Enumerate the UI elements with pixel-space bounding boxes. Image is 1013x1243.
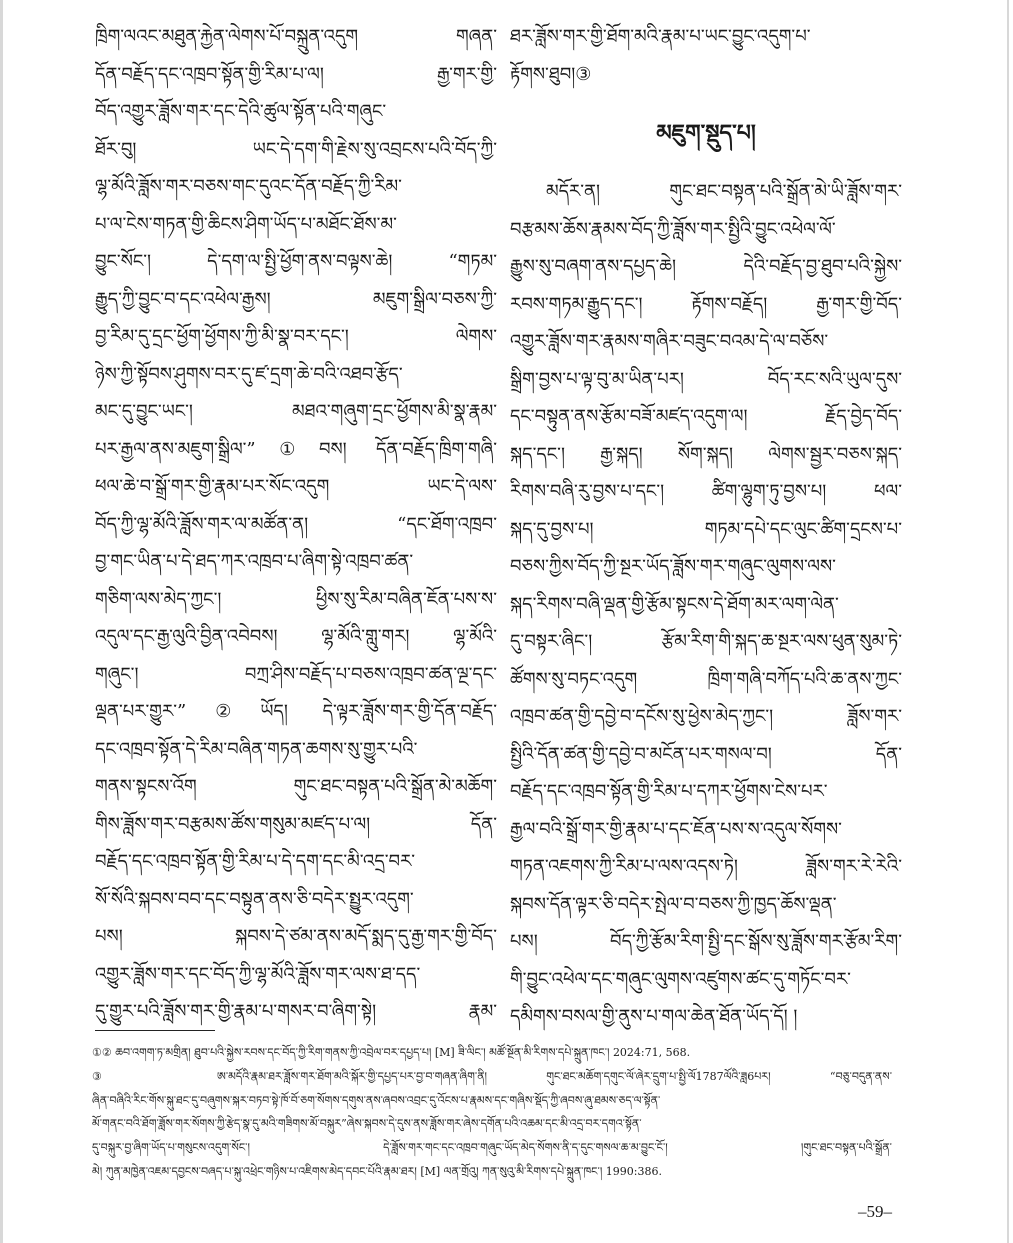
page-edge-right [1007,0,1009,1243]
text-line: སྐད་རིགས་བཞི་ལྡན་གྱི་རྩོམ་སྟངས་དེ་ཐོག་མར་ལག་ལེན་ [510,593,839,615]
page-number: –59– [858,1202,892,1221]
text-line: འགྱུར་ཟློས་གར་དང་བོད་ཀྱི་ལྷ་མོའི་ཟློས་གར་ལས་ཐ་དད་ [95,963,421,985]
text-line: སྐབས་དོན་ལྟར་ཅི་བདེར་སྤེལ་བ་བཅས་ཀྱི་ཁྱད་ཆོས་ལྡན་ [510,893,837,915]
text-line: སྐད་དུ་བྱས་པ། གཏམ་དཔེ་དང་ལུང་ཚིག་དྲངས་པ་ [510,518,902,540]
footnote-line: ③ ཨ་མདོའི་རྣམ་ཐར་ཟློས་གར་ཐོག་མའི་སྐོར་གྱི་དཔྱད་པར་བྱ་བ་གཞན་ཞིག་ནི། གུང་ཐང་མཆོག་དགུང་ལོ་ཞེར་དྲུག་པ་སྤྱི་ལོ1787ལོའི་ཟླ6པར། “བཅུ་བདུན་ནས་ [92,1069,892,1083]
text-line: རྒྱུད་ཀྱི་བྱུང་བ་དང་འཕེལ་རྒྱས། མཇུག་སྒྲིལ་བཅས་ཀྱི་ [95,288,497,310]
text-line: པར་རྒྱལ་ནས་མཇུག་སྒྲིལ་”①བས། དོན་བརྗོད་ཁྲིག་གཞི་ [95,438,497,460]
text-line: འགྱུར་ཟློས་གར་རྣམས་གཞིར་བཟུང་བའམ་དེ་ལ་བཅོས་ [510,331,829,352]
text-line: དང་བསྟུན་ནས་རྩོམ་བཟོ་མཛད་འདུག་ལ། རྗོད་བྱེད་བོད་ [510,406,902,427]
text-line: སོ་སོའི་སྐབས་བབ་དང་བསྟུན་ནས་ཅི་བདེར་སྤྱུར་འདུག་ [95,888,414,910]
text-line: མདོར་ན། གུང་ཐང་བསྟན་པའི་སྒྲོན་མེ་ཡི་ཟློས་གར་ [546,181,902,202]
text-line: གཞུང་། བཀྲ་ཤིས་བརྗོད་པ་བཅས་འཁྲབ་ཚན་ལྔ་དང་ [95,663,497,685]
text-line: ཉེས་ཀྱི་སྟོབས་ཤུགས་བར་དུ་ཛ་དྲག་ཆེ་བའི་འཐབ་རྩོད་ [95,363,403,385]
text-line: སྒྲིག་བྱས་པ་ལྟ་བུ་མ་ཡིན་པར། བོད་རང་སའི་ཡུལ་དུས་ [510,368,902,390]
text-line: རྒྱལ་བའི་སྒྲོ་གར་གྱི་རྣམ་པ་དང་ཇོན་པས་ས་འདུལ་སོགས་ [510,818,842,840]
section-heading: མཇུག་སྡུད་པ། [656,120,756,146]
page-edge-left [0,0,3,1243]
text-line: ཕལ་ཆེ་བ་སྒྲོ་གར་གྱི་རྣམ་པར་སོང་འདུག ཡང་དེ་ལས་ [95,476,497,497]
text-line: གི་བྱུང་འཕེལ་དང་གཞུང་ལུགས་འཛུགས་ཚང་དུ་གཏོང་བར་ [510,968,851,990]
text-line: པ་ལ་ངེས་གཏན་གྱི་ཆིངས་ཤིག་ཡོད་པ་མཐོང་ཐོས་མ་ [95,213,397,235]
right-column [510,18,902,1036]
text-line: བོད་ཀྱི་ལྷ་མོའི་ཟློས་གར་ལ་མཚོན་ན། “དང་ཐོག་འཁྲབ་ [95,513,497,535]
text-line: རབས་གཏམ་རྒྱུད་དང་། རྟོགས་བརྗོད། རྒྱ་གར་གྱི་བོད་ [510,293,902,315]
text-line: བཅས་ཀྱིས་བོད་ཀྱི་སྔར་ཡོད་ཟློས་གར་གཞུང་ལུགས་ལས་ [510,556,836,577]
text-line: དམིགས་བསལ་གྱི་ནུས་པ་གལ་ཆེན་ཐོན་ཡོད་དོ། ། [510,1006,798,1027]
text-line: དུ་གྱུར་པའི་ཟློས་གར་གྱི་རྣམ་པ་གསར་བ་ཞིག་སྟེ། རྣམ་ [95,1001,497,1022]
text-line: དང་འཁྲབ་སྟོན་དེ་རིམ་བཞིན་གཏན་ཆགས་སུ་གྱུར་པའི་ [95,738,418,760]
text-line: ཐོར་བུ། ཡང་དེ་དག་གི་རྗེས་སུ་འབྲངས་པའི་བོད་ཀྱི་ [95,138,497,160]
text-line: འདུལ་དང་རྒྱ་ལུའི་བྱིན་འབེབས། ལྷ་མོའི་གླུ་གར། ལྷ་མོའི་ [95,626,497,647]
footnote-line: ཞིན་བཞིའི་རིང་གོས་སྐུ་ཐང་དུ་བཞུགས་སྐར་བཏབ་སྟེ་ཁོ་བོ་ཅག་སོགས་དགུས་ནས་ཞབས་འབྲང་དུ་འོངས་པ་རྣམས་དང་གཞིས་སྡོད་ཀྱི་ཞབས་ཞུ་ཐམས་ཅད་ལ་སྟོན་ [92,1093,661,1107]
text-line: བརྩམས་ཆོས་རྣམས་བོད་ཀྱི་ཟློས་གར་སྤྱིའི་བྱུང་འཕེལ་ལོ་ [510,218,836,240]
text-line: རྟོགས་ཐུབ།③ [510,63,592,85]
text-line: འཁྲབ་ཚན་གྱི་དབྱེ་བ་དངོས་སུ་ཕྱེས་མེད་ཀྱང་། ཟློས་གར་ [510,706,902,727]
footnote-line: དུ་བསྐུར་བྱ་ཞིག་ཡོད་པ་གསུངས་འདུག་སོང་། དེ་ཟློས་གར་གང་དང་འཁྲབ་གཞུང་ཡོད་མེད་སོགས་ནི་ད་དུང་གསལ་ཆ་མ་བྱུང་ངོ་། །གུང་ཐང་བསྟན་པའི་སྒྲོན་ [92,1141,892,1155]
text-line: གནས་སྟངས་འོག གུང་ཐང་བསྟན་པའི་སྒྲོན་མེ་མཆོག་ [95,776,497,797]
text-line: ཚོགས་སུ་བཏང་འདུག ཁྲིག་གཞི་བཀོད་པའི་ཆ་ནས་ཀྱང་ [510,668,902,690]
text-line: ལྷ་མོའི་ཟློས་གར་བཅས་གང་དུའང་དོན་བརྗོད་ཀྱི་རིམ་ [95,176,402,197]
text-line: བྱ་རིམ་དུ་དྲང་ཕྱོག་ཕྱོགས་ཀྱི་མི་སྣ་བར་དང་། ལེགས་ [95,326,497,347]
text-line: གིས་ཟློས་གར་བརྩམས་ཚོས་གསུམ་མཛད་པ་ལ། དོན་ [95,813,497,835]
text-line: གཅིག་ལས་མེད་ཀྱང་། ཕྱིས་སུ་རིམ་བཞིན་ཇོན་པས་ས་ [95,588,497,610]
footnote-line: མོ་གནང་བའི་ཐོག་ཟློས་གར་སོགས་ཀྱི་རྩེད་སྣ་དུ་མའི་གཟིགས་མོ་བསྐུར”ཞེས་སྐབས་དེ་དུས་ནས་ཟློས་གར་ཞེས་དགོན་པའི་འཆམ་དང་མི་འདྲ་བར་དགའ་སྟོན་ [92,1117,642,1131]
footnotes [92,1041,892,1184]
text-line: ལྡན་པར་གྱུར་”②ཡོད། དེ་ལྟར་ཟློས་གར་གྱི་དོན་བརྗོད་ [95,701,497,722]
footnote-separator [95,1030,215,1031]
text-line: སྐད་དང་། རྒྱ་སྐད། སོག་སྐད། ལེགས་སྦྱར་བཅས་སྐད་ [510,443,902,465]
text-line: རིགས་བཞི་རུ་བྱས་པ་དང་། ཚིག་ལྷུག་ཏུ་བྱས་པ། ཕལ་ [510,481,902,502]
text-line: རྒྱུས་སུ་བཞག་ནས་དཔྱད་ཆེ། དེའི་བརྗོད་བྱ་ཐུབ་པའི་སྐྱེས་ [510,256,902,277]
footnote-line: ①② ཆབ་འགག་ཏ་མགྲིན། ཐུབ་པའི་སྐྱེས་རབས་དང་བོད་ཀྱི་རིག་གནས་ཀྱི་འབྲེལ་བར་དཔྱད་པ། [M] ཟི་ལིང་། མཚོ་སྔོན་མི་རིགས་དཔེ་སྐྲུན་ཁང་། 2024:71, 568. [92,1046,691,1059]
text-line: གཏན་འཇགས་ཀྱི་རིམ་པ་ལས་འདས་ཏེ། ཟློས་གར་རེ་རེའི་ [510,856,902,877]
text-line: ཁྲིག་ལའང་མཐུན་རྐྱེན་ལེགས་པོ་བསྐྲུན་འདུག གཞན་ [95,26,497,47]
text-line: དུ་བསྟར་ཞིང་། རྩོམ་རིག་གི་སྐད་ཆ་སྔར་ལས་ཕུན་སུམ་ཏེ་ [510,631,902,652]
footnote-line: མེ། ཀུན་མཁྱེན་འཇམ་དབྱངས་བཞད་པ་སྐུ་འཕྲེང་གཉིས་པ་འཇིགས་མེད་དབང་པོའི་རྣམ་ཐར། [M] ལན་གྲོའུ། ཀན་སུའུ་མི་རིགས་དཔེ་སྐྲུན་ཁང་། 1990:386. [92,1164,662,1178]
text-line: བྱ་གང་ཡིན་པ་དེ་ཐད་ཀར་འཁྲབ་པ་ཞིག་སྟེ་འཁྲབ་ཚན་ [95,551,414,572]
text-line: བརྗོད་དང་འཁྲབ་སྟོན་གྱི་རིམ་པ་དེ་དག་དང་མི་འདྲ་བར་ [95,851,416,872]
text-line: དོན་བརྗོད་དང་འཁྲབ་སྟོན་གྱི་རིམ་པ་ལ། རྒྱ་གར་གྱི་ [95,63,497,85]
text-line: མང་དུ་བྱུང་ཡང་། མཐའ་གཞུག་དྲང་ཕྱོགས་མི་སྣ་རྣམ་ [95,401,497,422]
text-line: བརྗོད་དང་འཁྲབ་སྟོན་གྱི་རིམ་པ་དཀར་ཕྱོགས་ངེས་པར་ [510,781,828,802]
text-line: བོད་འགྱུར་ཟློས་གར་དང་དེའི་ཚུལ་སྟོན་པའི་གཞུང་ [95,101,387,122]
text-line: པས། བོད་ཀྱི་རྩོམ་རིག་སྤྱི་དང་སྒོས་སུ་ཟློས་གར་རྩོམ་རིག་ [510,931,902,952]
text-line: སྤྱིའི་དོན་ཚན་གྱི་དབྱེ་བ་མངོན་པར་གསལ་བ། དོན་ [510,743,902,765]
text-line: པས། སྐབས་དེ་ཙམ་ནས་མདོ་སྨད་དུ་རྒྱ་གར་གྱི་བོད་ [95,926,497,947]
text-line: ཐར་ཟློས་གར་གྱི་ཐོག་མའི་རྣམ་པ་ཡང་བྱུང་འདུག་པ་ [510,26,811,47]
left-column [95,18,497,1031]
text-line: བྱུང་སོང་། དེ་དག་ལ་སྤྱི་ཕྱོག་ནས་བལྟས་ཆེ། “གཏམ་ [95,251,497,272]
